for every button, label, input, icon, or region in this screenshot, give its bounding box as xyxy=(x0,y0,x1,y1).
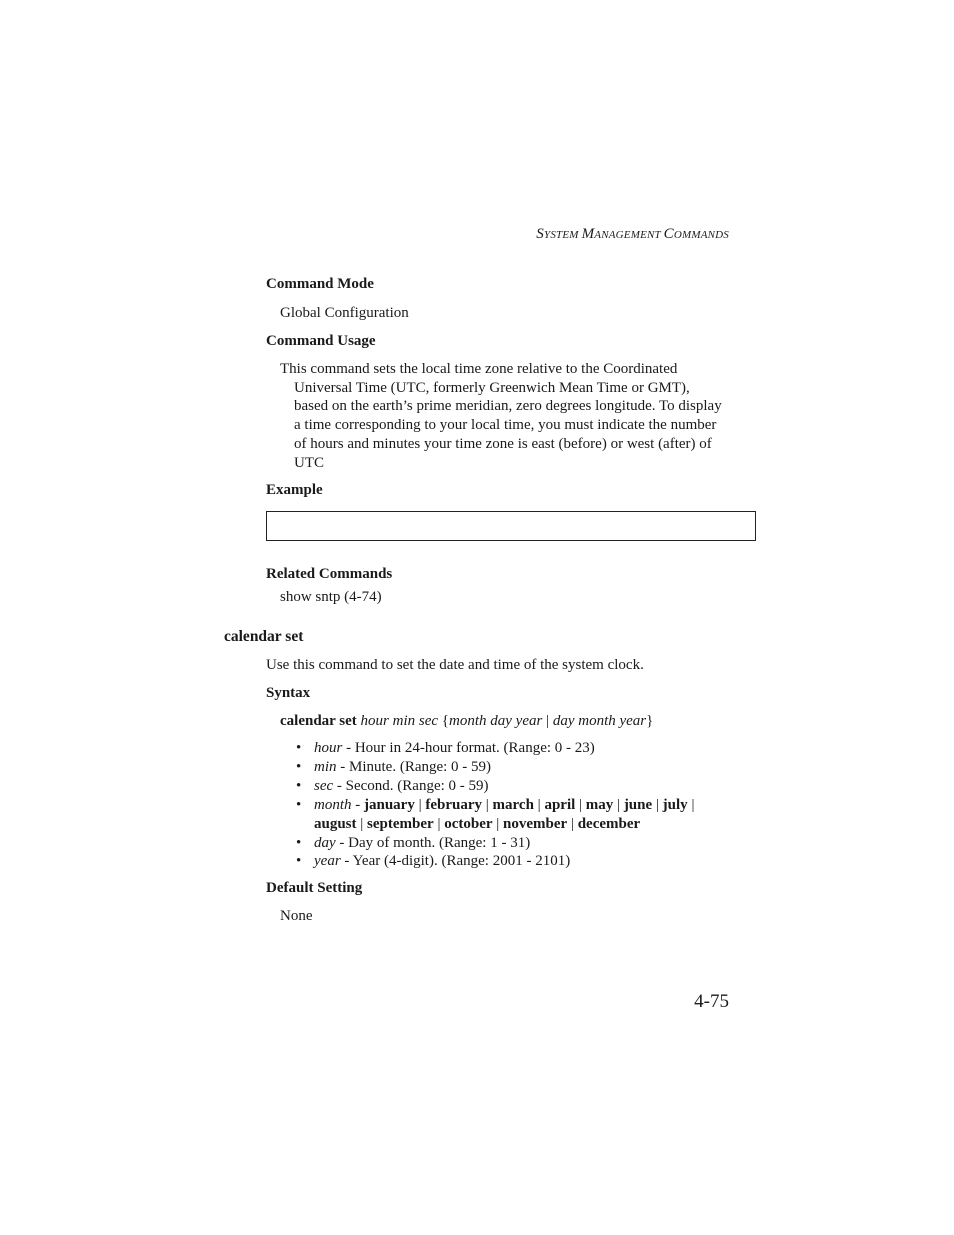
default-setting-value: None xyxy=(280,908,313,924)
list-item: • year - Year (4-digit). (Range: 2001 - 2101) xyxy=(296,853,571,870)
list-item: • day - Day of month. (Range: 1 - 31) xyxy=(296,834,531,851)
list-item: • month - january | february | march | april | may | june | july | august | september | october | november | december xyxy=(296,796,695,832)
usage-line: of hours and minutes your time zone is east (before) or west (after) of xyxy=(294,435,712,452)
command-mode-heading: Command Mode xyxy=(266,276,374,292)
list-item: • min - Minute. (Range: 0 - 59) xyxy=(296,758,492,775)
section-title: calendar set xyxy=(224,628,304,645)
command-usage-paragraph xyxy=(280,360,730,472)
list-item: • hour - Hour in 24-hour format. (Range: 0 - 23) xyxy=(296,740,595,756)
related-command-link[interactable]: show sntp (4-74) xyxy=(280,589,382,605)
default-setting-heading: Default Setting xyxy=(266,880,363,896)
command-mode-text: Global Configuration xyxy=(280,305,409,321)
running-header: SYSTEM MANAGEMENT COMMANDS xyxy=(536,226,729,242)
example-heading: Example xyxy=(266,482,323,498)
example-box xyxy=(266,511,756,541)
syntax-heading: Syntax xyxy=(266,685,311,701)
parameter-list xyxy=(296,739,694,871)
usage-line: UTC xyxy=(294,454,324,471)
page-number: 4-75 xyxy=(694,991,729,1012)
usage-line: based on the earth’s prime meridian, zero degrees longitude. To display xyxy=(294,398,722,415)
related-commands-heading: Related Commands xyxy=(266,566,393,582)
usage-line: a time corresponding to your local time, you must indicate the number xyxy=(294,417,717,434)
syntax-line: calendar set hour min sec {month day year | day month year} xyxy=(280,713,654,729)
section-description: Use this command to set the date and time of the system clock. xyxy=(266,657,644,673)
list-item: • sec - Second. (Range: 0 - 59) xyxy=(296,777,489,794)
usage-line: This command sets the local time zone relative to the Coordinated xyxy=(280,361,678,377)
usage-line: Universal Time (UTC, formerly Greenwich Mean Time or GMT), xyxy=(294,379,690,396)
command-usage-heading: Command Usage xyxy=(266,333,376,349)
